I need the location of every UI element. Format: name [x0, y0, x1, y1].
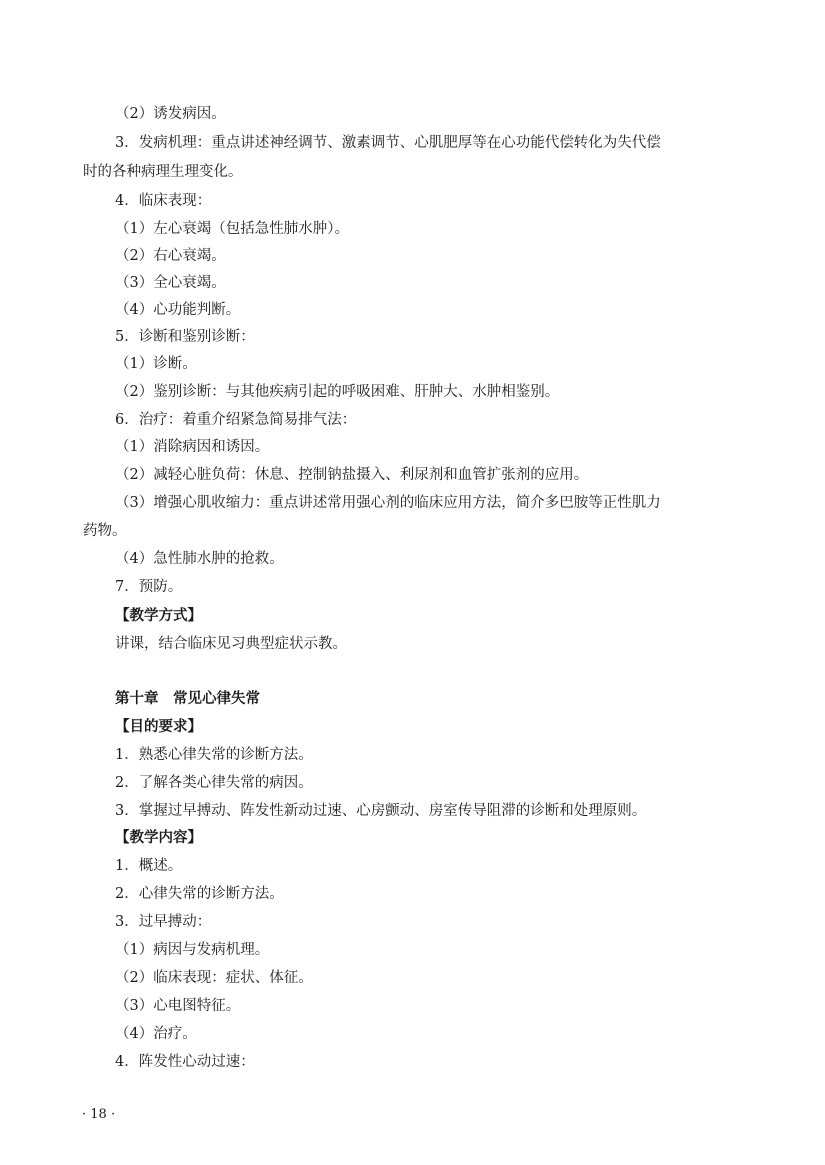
list-item: （2）诱发病因。 [115, 106, 226, 122]
content-item: （2）临床表现：症状、体征。 [115, 970, 313, 986]
list-item: （1）消除病因和诱因。 [115, 439, 270, 455]
list-item: （1）诊断。 [115, 356, 197, 372]
list-item: （4）急性肺水肿的抢救。 [115, 551, 284, 567]
list-item-continuation: 时的各种病理生理变化。 [83, 164, 243, 180]
teaching-method-text: 讲课，结合临床见习典型症状示教。 [115, 636, 347, 652]
teaching-method-heading: 【教学方式】 [115, 608, 202, 624]
page-number: · 18 · [82, 1107, 116, 1122]
content-item: 4．阵发性心动过速： [115, 1054, 255, 1070]
list-item: （4）心功能判断。 [115, 302, 241, 318]
list-item: 3．发病机理：重点讲述神经调节、激素调节、心肌肥厚等在心功能代偿转化为失代偿 [115, 135, 661, 151]
objective-item: 3．掌握过早搏动、阵发性新动过速、心房颤动、房室传导阻滞的诊断和处理原则。 [115, 803, 647, 819]
objective-item: 1．熟悉心律失常的诊断方法。 [115, 747, 313, 763]
chapter-title: 第十章 常见心律失常 [115, 691, 260, 707]
objective-item: 2．了解各类心律失常的病因。 [115, 775, 313, 791]
content-item: （4）治疗。 [115, 1026, 197, 1042]
list-item: （3）全心衰竭。 [115, 275, 226, 291]
list-item: （3）增强心肌收缩力：重点讲述常用强心剂的临床应用方法，简介多巴胺等正性肌力 [115, 495, 661, 511]
list-item: （1）左心衰竭（包括急性肺水肿）。 [115, 221, 349, 237]
list-item: 7．预防。 [115, 579, 183, 595]
list-item: 5．诊断和鉴别诊断： [115, 329, 255, 345]
content-heading: 【教学内容】 [115, 830, 202, 846]
content-item: 1．概述。 [115, 858, 183, 874]
content-item: （3）心电图特征。 [115, 998, 241, 1014]
list-item: （2）减轻心脏负荷：休息、控制钠盐摄入、利尿剂和血管扩张剂的应用。 [115, 467, 589, 483]
list-item: 6．治疗：着重介绍紧急简易排气法： [115, 412, 357, 428]
content-item: （1）病因与发病机理。 [115, 942, 270, 958]
list-item-continuation: 药物。 [83, 523, 127, 539]
objectives-heading: 【目的要求】 [115, 719, 202, 735]
list-item: （2）鉴别诊断：与其他疾病引起的呼吸困难、肝肿大、水肿相鉴别。 [115, 384, 560, 400]
list-item: （2）右心衰竭。 [115, 248, 226, 264]
list-item: 4．临床表现： [115, 193, 212, 209]
content-item: 2．心律失常的诊断方法。 [115, 886, 284, 902]
content-item: 3．过早搏动： [115, 914, 212, 930]
